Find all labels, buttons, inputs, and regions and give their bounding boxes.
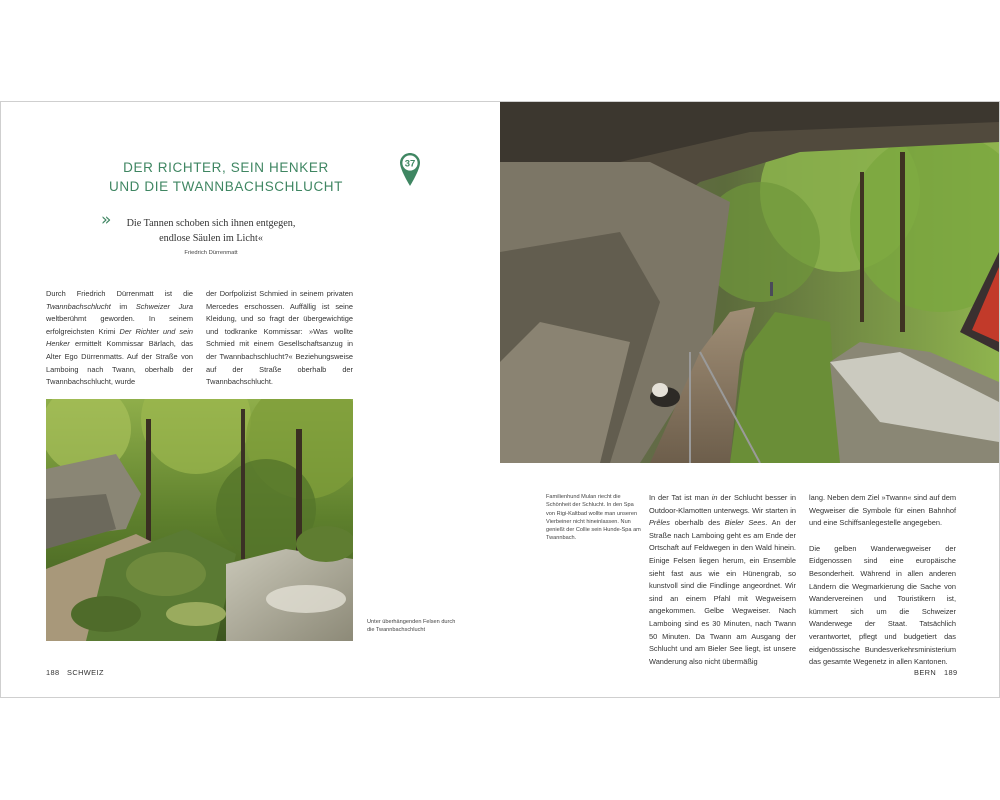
body-paragraph: der Dorfpolizist Schmied in seinem privaten Mercedes erschossen. Auffällig ist seine Kleidung, und so fragt der übergewichtige und todkranke Kommissar: »Was wollte Schmied mit einem Gesellschaftsanzug in der Twannbachschlucht?« Beziehungsweise auf der Straße oberhalb der Twannbachschlucht. — [206, 289, 353, 387]
chapter-title — [61, 158, 391, 196]
body-column-1 — [46, 288, 193, 389]
chapter-number: 37 — [404, 158, 416, 170]
quote-mark: » — [101, 210, 109, 230]
photo-caption-1: Unter überhängenden Felsen durch die Twannbachschlucht — [367, 619, 456, 634]
photo-gorge-rocks — [46, 399, 353, 641]
body-paragraph: Die gelben Wanderwegweiser der Eidgenossen sind eine europäische Besonderheit. Während in allen anderen Ländern die Wegmarkierung die Sache von Wandervereinen und Touristikern ist, kümmert sich um die Schweizer Wanderwege der Staat. Tatsächlich verantwortet, pflegt und budgetiert das eidgenössische Bundesverkehrsministerium das gesamte Wegenetz in allen Kantonen. — [809, 543, 956, 667]
chapter-title-line-2: UND DIE TWANNBACHSCHLUCHT — [108, 179, 343, 194]
book-spread — [0, 101, 1000, 698]
quote-line-1: Die Tannen schoben sich ihnen entgegen, — [126, 218, 296, 229]
section-label-left: SCHWEIZ — [67, 668, 104, 677]
body-column-4 — [809, 492, 956, 669]
body-paragraph: In der Tat ist man in der Schlucht besser in Outdoor-Klamotten unterwegs. Wir starten in Prêles oberhalb des Bieler Sees. An der Straße nach Lamboing geht es am Ende der Ortschaft auf Feldwegen in den Wald hinein. Einige Felsen liegen herum, ein Ensemble sieht fast aus wie ein Hünengrab, so kunstvoll sind die Findlinge angeordnet. Wir sind an einem Pfahl mit Wegweisern angekommen. Gelbe Wegweiser. Nach Lamboing sind es 30 Minuten, nach Twann 50 Minuten. Da Twann am Ausgang der Schlucht und am Bieler See liegt, ist unsere Wanderung also nicht übermäßig — [649, 493, 796, 666]
quote-line-2: endlose Säulen im Licht« — [159, 233, 263, 244]
chapter-title-line-1: DER RICHTER, SEIN HENKER — [123, 160, 329, 175]
body-column-3 — [649, 492, 796, 668]
photo-caption-2: Familienhund Mulan riecht die Schönheit der Schlucht. In den Spa von Rigi-Kaltbad wollte man unseren Vierbeiner nicht hineinlassen. Nun genießt der Collie sein Hunde-Spa am Twannbach. — [546, 494, 641, 542]
body-paragraph: lang. Neben dem Ziel »Twann« sind auf dem Wegweiser die Symbole für einen Bahnhof und eine Schiffsanlegestelle angegeben. — [809, 493, 956, 528]
epigraph-quote — [101, 210, 321, 246]
body-column-2 — [206, 288, 353, 389]
page-number-right: 189 — [944, 668, 958, 677]
section-label-right: BERN — [914, 668, 937, 677]
page-number-left: 188 — [46, 668, 60, 677]
quote-author: Friedrich Dürrenmatt — [184, 250, 238, 256]
body-paragraph: Durch Friedrich Dürrenmatt ist die Twannbachschlucht im Schweizer Jura weltberühmt geworden. In seinem erfolgreichsten Krimi Der Richter und sein Henker ermittelt Kommissar Bärlach, das Alter Ego Dürrenmatts. Auf der Straße von Lamboing nach Twann, oberhalb der Twannbachschlucht, wurde — [46, 289, 193, 387]
photo-gorge-path-dog — [500, 102, 999, 463]
location-pin-icon — [399, 152, 421, 188]
